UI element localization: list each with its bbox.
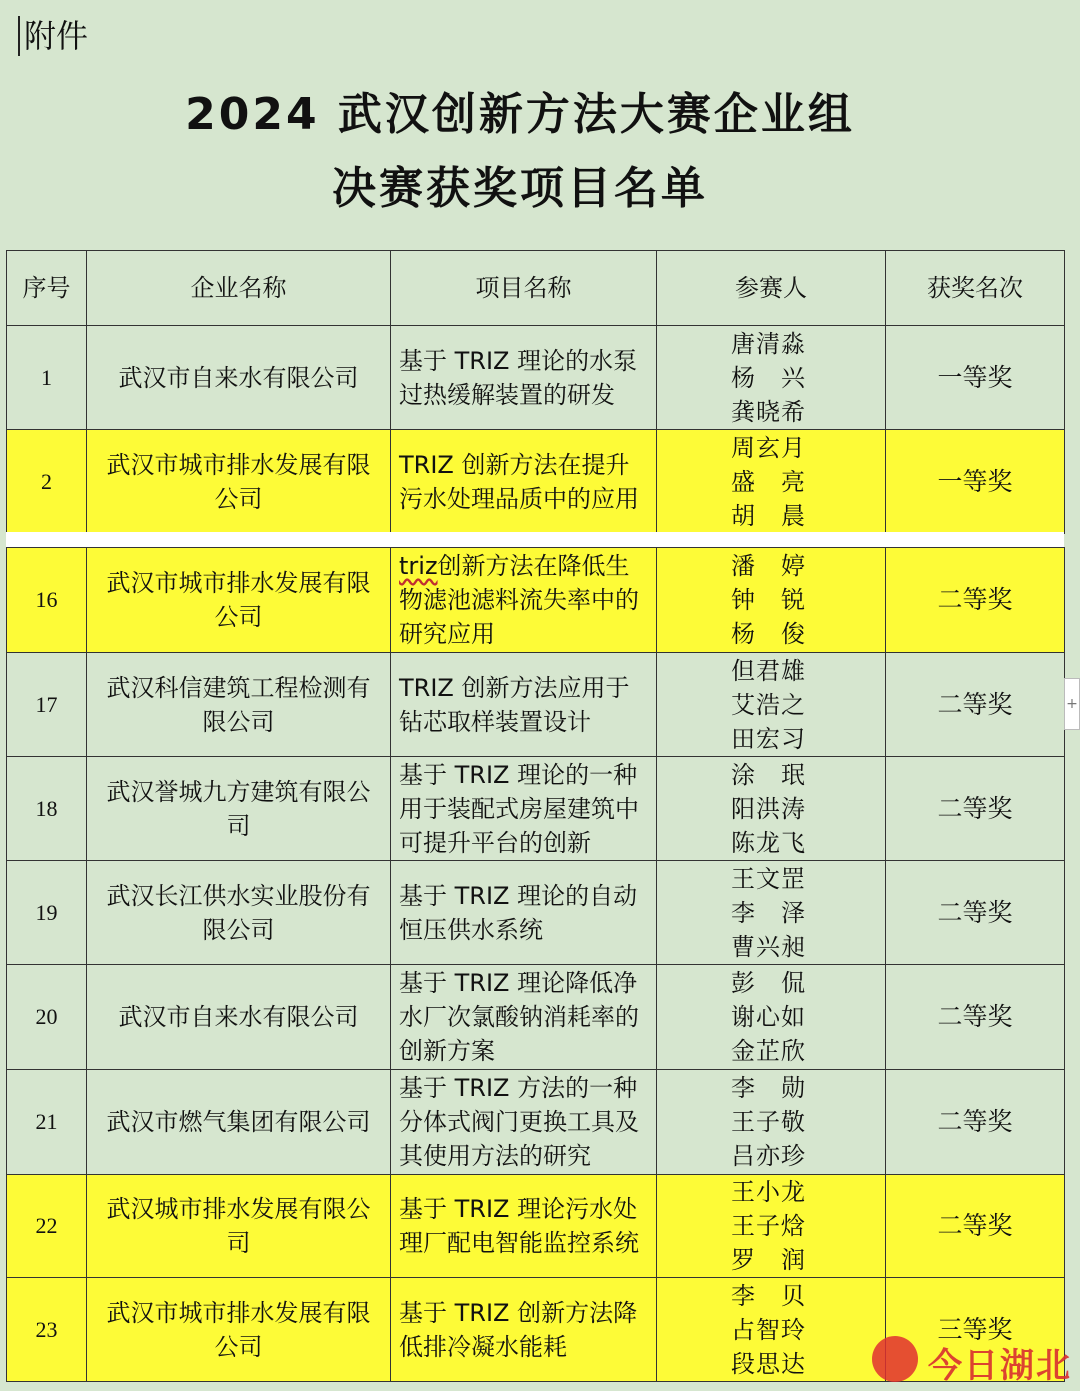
participant-name: 王小龙 bbox=[731, 1178, 806, 1206]
participant-name: 龚晓希 bbox=[731, 397, 806, 426]
participant-name: 占智玲 bbox=[731, 1315, 806, 1344]
cell-participants bbox=[657, 1175, 886, 1278]
cell-participants bbox=[657, 1070, 886, 1175]
participant-name: 彭 侃 bbox=[731, 969, 806, 997]
cell-no: 2 bbox=[7, 430, 87, 534]
project-name: TRIZ 创新方法在提升污水处理品质中的应用 bbox=[399, 450, 639, 513]
participant-name: 罗 润 bbox=[731, 1246, 806, 1274]
cell-award: 一等奖 bbox=[886, 430, 1065, 534]
awards-table-top bbox=[6, 250, 1065, 534]
cell-project bbox=[391, 430, 657, 534]
cell-award: 二等奖 bbox=[886, 1175, 1065, 1278]
cell-participants bbox=[657, 430, 886, 534]
project-name: TRIZ 创新方法应用于钻芯取样装置设计 bbox=[399, 673, 630, 736]
cell-project bbox=[391, 757, 657, 861]
participant-name: 盛 亮 bbox=[731, 467, 806, 496]
table-row bbox=[7, 861, 1065, 965]
table-header-row bbox=[7, 251, 1065, 326]
cell-no: 17 bbox=[7, 653, 87, 757]
cell-company: 武汉科信建筑工程检测有限公司 bbox=[87, 653, 391, 757]
cell-no: 23 bbox=[7, 1278, 87, 1382]
cell-award: 二等奖 bbox=[886, 965, 1065, 1070]
cell-project bbox=[391, 861, 657, 965]
cell-participants bbox=[657, 757, 886, 861]
participant-name: 阳洪涛 bbox=[731, 794, 806, 823]
participant-name: 艾浩之 bbox=[731, 690, 806, 719]
cell-participants bbox=[657, 548, 886, 653]
participant-name: 李 泽 bbox=[731, 898, 806, 927]
cell-project bbox=[391, 965, 657, 1070]
cell-award: 二等奖 bbox=[886, 861, 1065, 965]
table-row bbox=[7, 757, 1065, 861]
cell-company: 武汉市城市排水发展有限公司 bbox=[87, 430, 391, 534]
cell-project bbox=[391, 326, 657, 430]
project-name: 基于 TRIZ 理论污水处理厂配电智能监控系统 bbox=[399, 1195, 639, 1257]
table-row bbox=[7, 548, 1065, 653]
cell-award: 二等奖 bbox=[886, 548, 1065, 653]
cell-award: 三等奖 bbox=[886, 1278, 1065, 1382]
project-name: 创新方法在降低生物滤池滤料流失率中的研究应用 bbox=[399, 552, 639, 648]
cell-no: 21 bbox=[7, 1070, 87, 1175]
header-company: 企业名称 bbox=[87, 251, 391, 326]
cell-no: 19 bbox=[7, 861, 87, 965]
cell-participants bbox=[657, 861, 886, 965]
cell-award: 二等奖 bbox=[886, 1070, 1065, 1175]
page-gap bbox=[6, 532, 1064, 547]
cell-project bbox=[391, 1175, 657, 1278]
participant-name: 曹兴昶 bbox=[731, 932, 806, 961]
participant-name: 陈龙飞 bbox=[731, 828, 806, 857]
cell-participants bbox=[657, 1278, 886, 1382]
sun-logo-icon bbox=[872, 1336, 918, 1382]
participant-name: 田宏习 bbox=[731, 724, 806, 753]
participant-name: 杨 兴 bbox=[731, 363, 806, 392]
cell-no: 20 bbox=[7, 965, 87, 1070]
table-row bbox=[7, 1175, 1065, 1278]
participant-name: 唐清淼 bbox=[731, 329, 806, 358]
cell-no: 1 bbox=[7, 326, 87, 430]
project-name: 基于 TRIZ 理论的一种用于装配式房屋建筑中可提升平台的创新 bbox=[399, 760, 639, 857]
cell-company: 武汉市城市排水发展有限公司 bbox=[87, 1278, 391, 1382]
project-name: 基于 TRIZ 理论的自动恒压供水系统 bbox=[399, 881, 638, 944]
participant-name: 潘 婷 bbox=[731, 552, 806, 580]
cell-company: 武汉市城市排水发展有限公司 bbox=[87, 548, 391, 653]
participant-name: 胡 晨 bbox=[731, 501, 806, 530]
cell-company: 武汉誉城九方建筑有限公司 bbox=[87, 757, 391, 861]
participant-name: 王子敬 bbox=[731, 1108, 806, 1136]
cell-participants bbox=[657, 326, 886, 430]
participant-name: 段思达 bbox=[731, 1349, 806, 1378]
cell-project bbox=[391, 1278, 657, 1382]
watermark-text: 今日湖北 bbox=[928, 1346, 1072, 1386]
participant-name: 李 贝 bbox=[731, 1281, 806, 1310]
cell-company: 武汉长江供水实业股份有限公司 bbox=[87, 861, 391, 965]
project-prefix: triz bbox=[399, 552, 438, 580]
project-name: 基于 TRIZ 理论的水泵过热缓解装置的研发 bbox=[399, 346, 638, 409]
expand-handle-icon[interactable]: + bbox=[1064, 678, 1080, 730]
cell-participants bbox=[657, 965, 886, 1070]
table-row bbox=[7, 653, 1065, 757]
cell-award: 一等奖 bbox=[886, 326, 1065, 430]
project-name: 基于 TRIZ 创新方法降低排冷凝水能耗 bbox=[399, 1298, 638, 1361]
cell-project bbox=[391, 1070, 657, 1175]
header-no: 序号 bbox=[7, 251, 87, 326]
page-subtitle: 决赛获奖项目名单 bbox=[332, 163, 708, 214]
project-name: 基于 TRIZ 方法的一种分体式阀门更换工具及其使用方法的研究 bbox=[399, 1074, 639, 1170]
cell-company: 武汉市燃气集团有限公司 bbox=[87, 1070, 391, 1175]
table-row bbox=[7, 965, 1065, 1070]
attachment-label: 附件 bbox=[18, 16, 88, 56]
participant-name: 王文罡 bbox=[731, 864, 806, 893]
participant-name: 谢心如 bbox=[731, 1003, 806, 1031]
cell-company: 武汉市自来水有限公司 bbox=[87, 326, 391, 430]
participant-name: 王子焓 bbox=[731, 1212, 806, 1240]
page-title: 2024 武汉创新方法大赛企业组 bbox=[185, 89, 855, 140]
header-award: 获奖名次 bbox=[886, 251, 1065, 326]
cell-participants bbox=[657, 653, 886, 757]
cell-no: 22 bbox=[7, 1175, 87, 1278]
participant-name: 但君雄 bbox=[731, 656, 806, 685]
awards-table-bottom bbox=[6, 547, 1065, 1382]
cell-company: 武汉市自来水有限公司 bbox=[87, 965, 391, 1070]
table-row bbox=[7, 326, 1065, 430]
table-row bbox=[7, 1070, 1065, 1175]
cell-company: 武汉城市排水发展有限公司 bbox=[87, 1175, 391, 1278]
header-participants: 参赛人 bbox=[657, 251, 886, 326]
watermark-logo bbox=[872, 1334, 1072, 1386]
participant-name: 钟 锐 bbox=[731, 586, 806, 614]
project-name: 基于 TRIZ 理论降低净水厂次氯酸钠消耗率的创新方案 bbox=[399, 969, 639, 1065]
participant-name: 杨 俊 bbox=[731, 620, 806, 648]
participant-name: 金芷欣 bbox=[731, 1037, 806, 1065]
cell-project bbox=[391, 548, 657, 653]
cell-award: 二等奖 bbox=[886, 653, 1065, 757]
cell-award: 二等奖 bbox=[886, 757, 1065, 861]
cell-no: 16 bbox=[7, 548, 87, 653]
table-row bbox=[7, 430, 1065, 534]
cell-project bbox=[391, 653, 657, 757]
participant-name: 吕亦珍 bbox=[731, 1142, 806, 1170]
participant-name: 周玄月 bbox=[731, 433, 806, 462]
header-project: 项目名称 bbox=[391, 251, 657, 326]
cell-no: 18 bbox=[7, 757, 87, 861]
participant-name: 李 勋 bbox=[731, 1074, 806, 1102]
participant-name: 涂 珉 bbox=[731, 760, 806, 789]
